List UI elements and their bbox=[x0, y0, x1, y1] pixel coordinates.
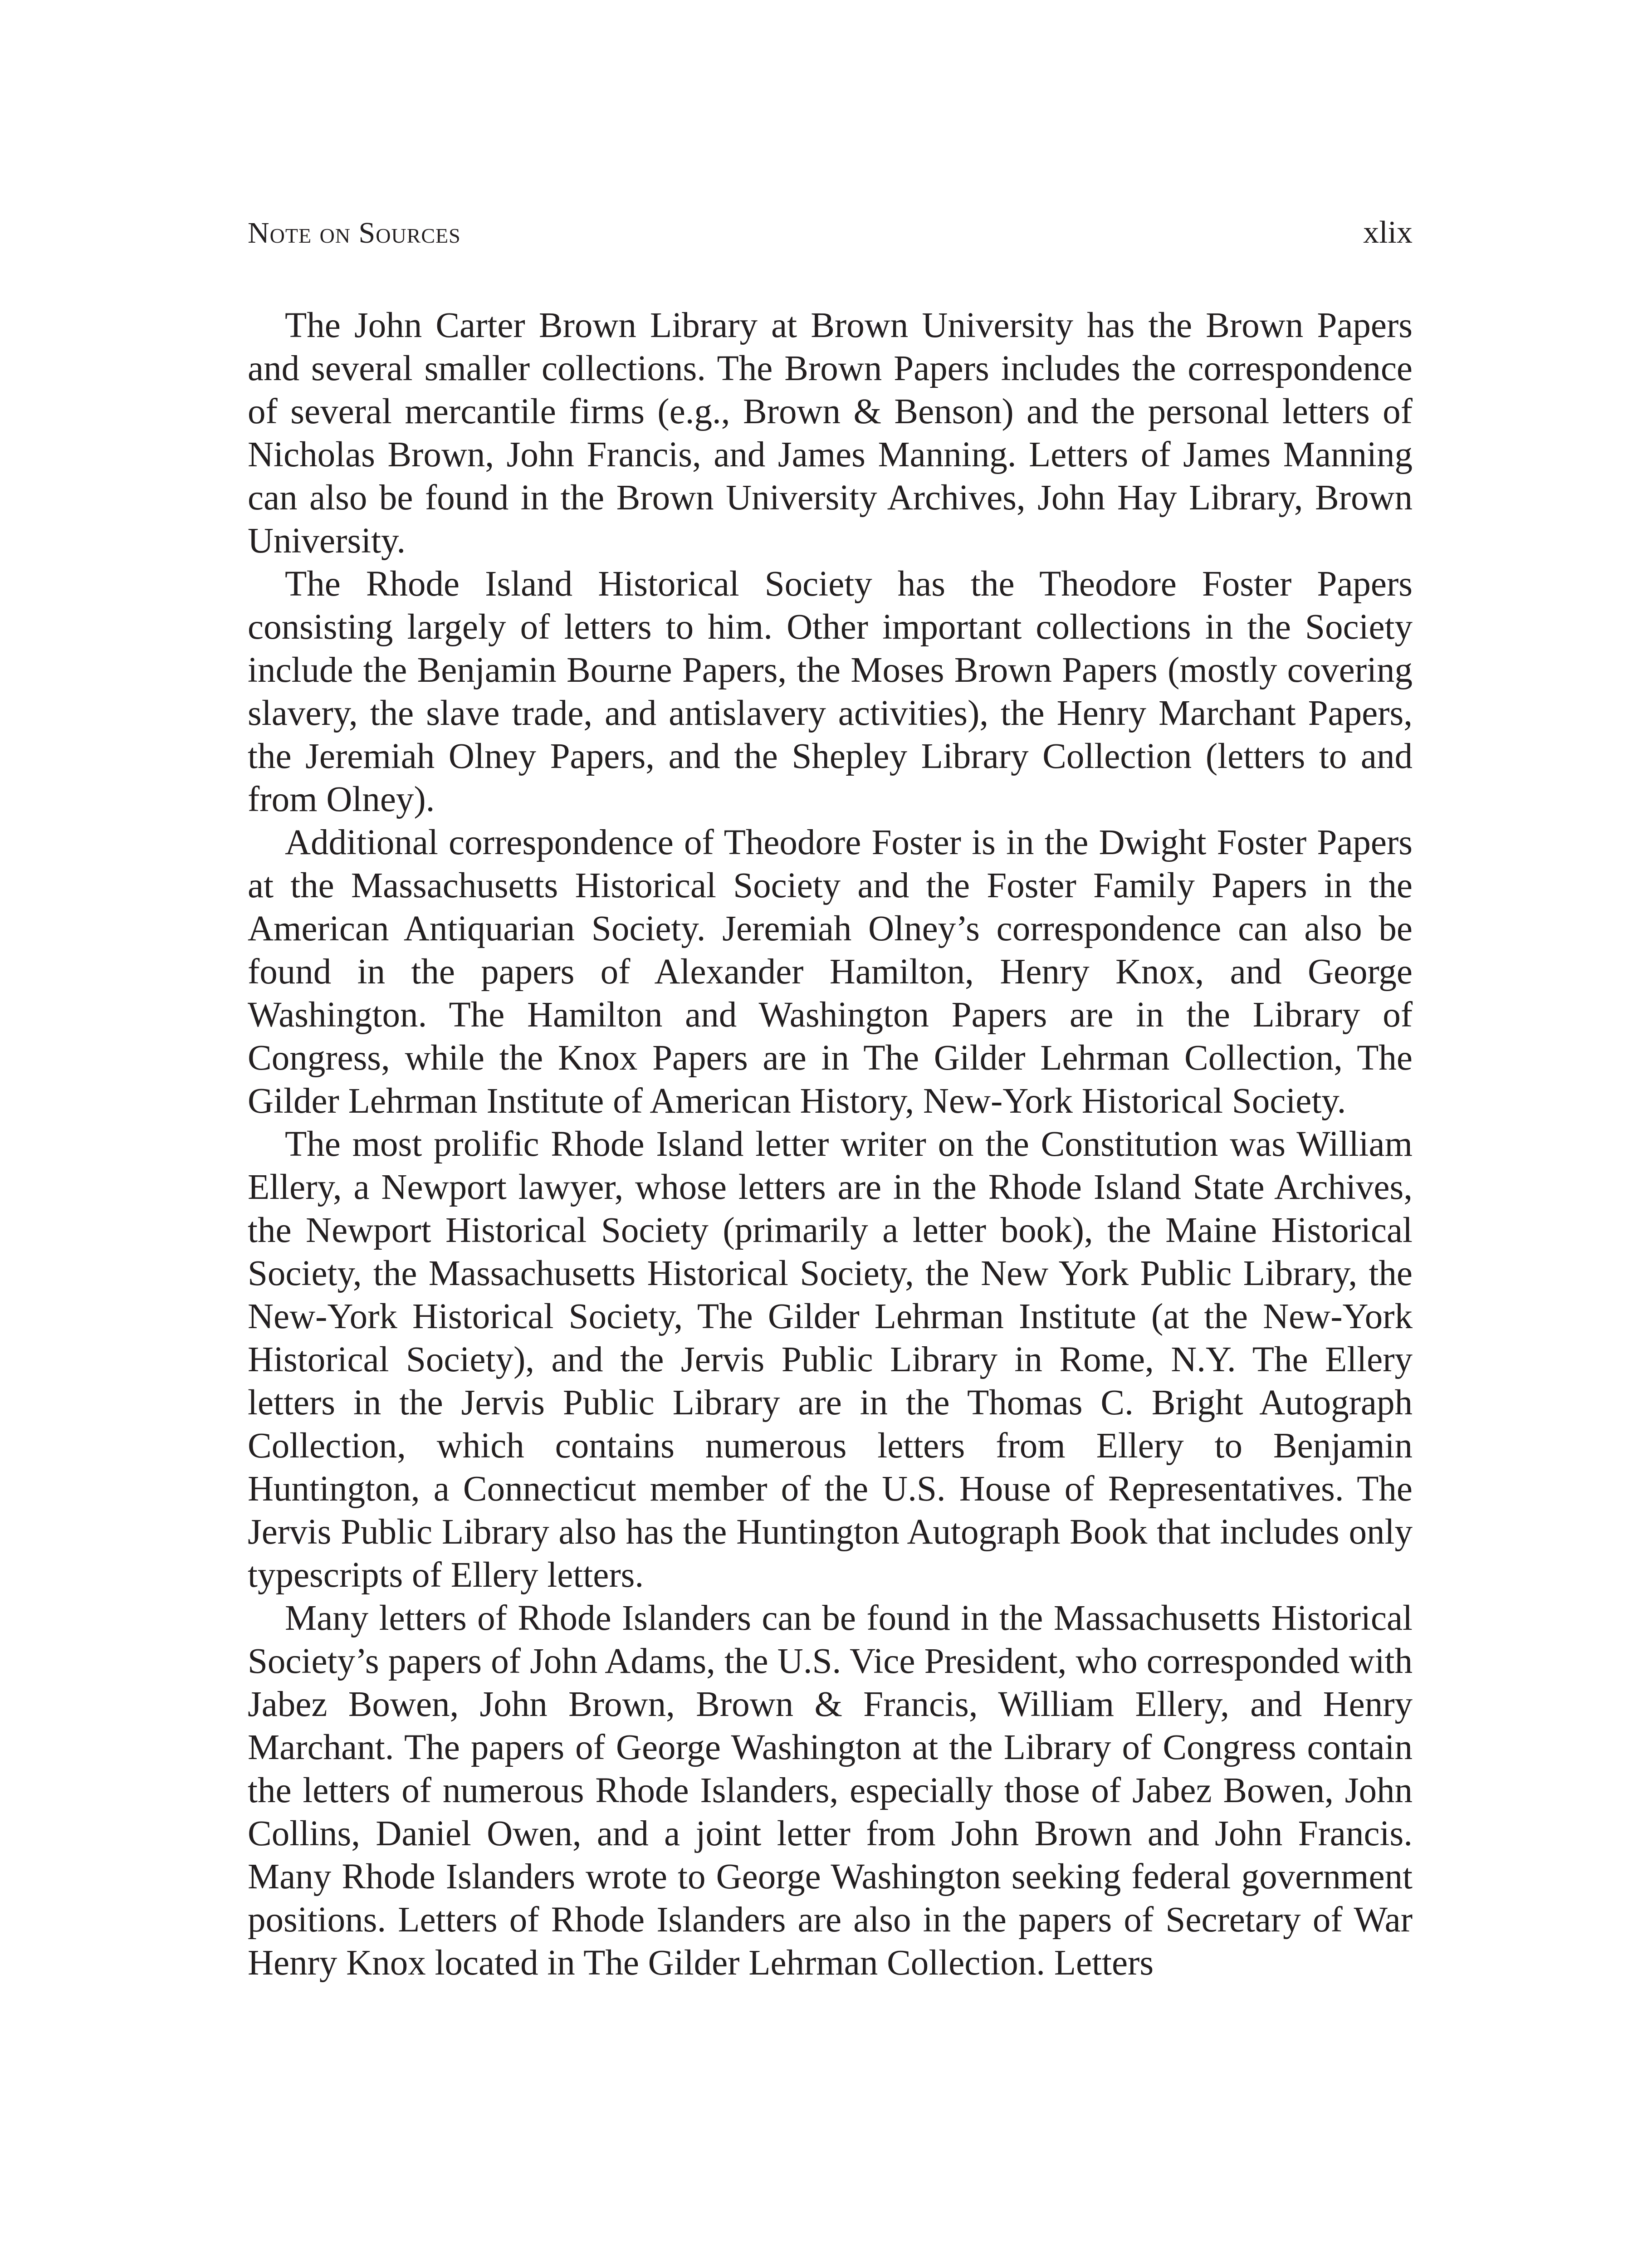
running-head bbox=[248, 217, 1413, 267]
paragraph-theodore-foster: Additional correspondence of Theodore Foster is in the Dwight Foster Papers at the Massachusetts Historical Society and the Foster Family Papers in the American Antiquarian Society. Jeremiah Olney’s correspondence can also be found in the papers of Alexander Hamilton, Henry Knox, and George Washington. The Hamilton and Washington Papers are in the Library of Congress, while the Knox Papers are in The Gilder Lehrman Collection, The Gilder Lehrman Institute of American History, New-York Historical Society. bbox=[248, 823, 1413, 1121]
paragraph-rhode-islanders-letters: Many letters of Rhode Islanders can be found in the Massachusetts Historical Society’s papers of John Adams, the U.S. Vice President, who corresponded with Jabez Bowen, John Brown, Brown & Francis, William Ellery, and Henry Marchant. The papers of George Washington at the Library of Congress contain the letters of numerous Rhode Islanders, especially those of Jabez Bowen, John Collins, Daniel Owen, and a joint letter from John Brown and John Francis. Many Rhode Islanders wrote to George Washington seeking federal government positions. Letters of Rhode Islanders are also in the papers of Secretary of War Henry Knox located in The Gilder Lehrman Collection. Letters bbox=[248, 1598, 1413, 1983]
page-number: xlix bbox=[1363, 215, 1413, 250]
paragraph-rhode-island-historical-society: The Rhode Island Historical Society has the Theodore Foster Papers consisting largely of letters to him. Other important collections in the Society include the Benjamin Bourne Papers, the Moses Brown Papers (mostly covering slavery, the slave trade, and antislavery activities), the Henry Marchant Papers, the Jeremiah Olney Papers, and the Shepley Library Collection (letters to and from Olney). bbox=[248, 564, 1413, 819]
paragraph-william-ellery: The most prolific Rhode Island letter writer on the Constitution was William Ellery, a Newport lawyer, whose letters are in the Rhode Island State Archives, the Newport Historical Society (primarily a letter book), the Maine Historical Society, the Massachusetts Historical Society, the New York Public Library, the New-York Historical Society, The Gilder Lehrman Institute (at the New-York Historical Society), and the Jervis Public Library in Rome, N.Y. The Ellery letters in the Jervis Public Library are in the Thomas C. Bright Autograph Collection, which contains numerous letters from Ellery to Benjamin Huntington, a Connecticut member of the U.S. House of Representatives. The Jervis Public Library also has the Huntington Autograph Book that includes only typescripts of Ellery letters. bbox=[248, 1124, 1413, 1595]
running-head-title: Note on Sources bbox=[248, 216, 461, 249]
paragraph-brown-library: The John Carter Brown Library at Brown University has the Brown Papers and several smaller collections. The Brown Papers includes the correspondence of several mercantile firms (e.g., Brown & Benson) and the personal letters of Nicholas Brown, John Francis, and James Manning. Letters of James Manning can also be found in the Brown University Archives, John Hay Library, Brown University. bbox=[248, 306, 1413, 561]
body-text bbox=[248, 304, 1413, 1984]
